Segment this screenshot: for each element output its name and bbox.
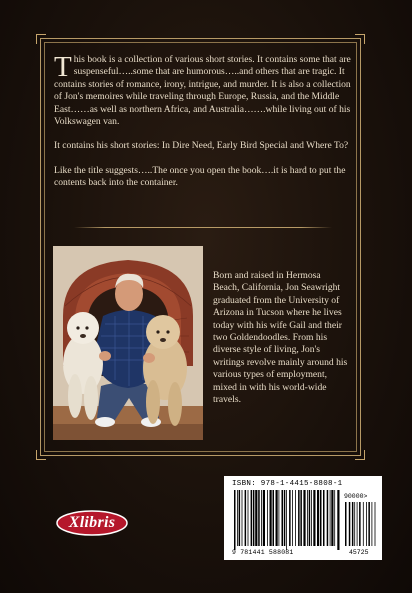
- xlibris-logo-text: Xlibris: [68, 514, 116, 531]
- blurb-paragraph-1: [54, 51, 352, 128]
- frame-corner-ornament: [355, 34, 365, 44]
- drop-cap: T: [54, 51, 72, 83]
- isbn-number: ISBN: 978-1-4415-8808-1: [232, 480, 343, 488]
- blurb-paragraph-2: It contains his short stories: In Dire Need, Early Bird Special and Where To?: [54, 140, 349, 152]
- divider-rule: [74, 227, 332, 228]
- book-blurb: [54, 51, 352, 202]
- xlibris-logo: [56, 510, 128, 536]
- barcode-addon-digits: 45725: [349, 549, 369, 556]
- price-code: 90000>: [344, 493, 368, 500]
- frame-corner-ornament: [355, 450, 365, 460]
- author-bio: Born and raised in Hermosa Beach, California, Jon Seawright graduated from the University of Arizona in Tucson where he lives today with his wife Gail and their two Goldendoodles. From his diverse style of living, Jon's writings revolve mainly around his various types of employment, mixed in with his world-wide travels.: [213, 270, 348, 406]
- frame-corner-ornament: [36, 450, 46, 460]
- blurb-paragraph-1-text: his book is a collection of various short stories. It contains some that are suspenseful…..some that are humorous…..and others that are tragic. It contains stories of romance, irony, intrigue, and murder. It is also a collection of Jon's memoires while traveling through Europe, Russia, and the Middle East……as well as northern Africa, and Australia…….while living out of his Volkswagen van.: [54, 54, 351, 128]
- barcode-bars: [224, 476, 382, 560]
- barcode-digits: 9 781441 588081: [232, 549, 294, 556]
- blurb-paragraph-3: Like the title suggests…..The once you open the book….it is hard to put the contents back into the container.: [54, 164, 346, 189]
- frame-corner-ornament: [36, 34, 46, 44]
- isbn-barcode: [224, 476, 382, 560]
- author-photo: [53, 246, 203, 440]
